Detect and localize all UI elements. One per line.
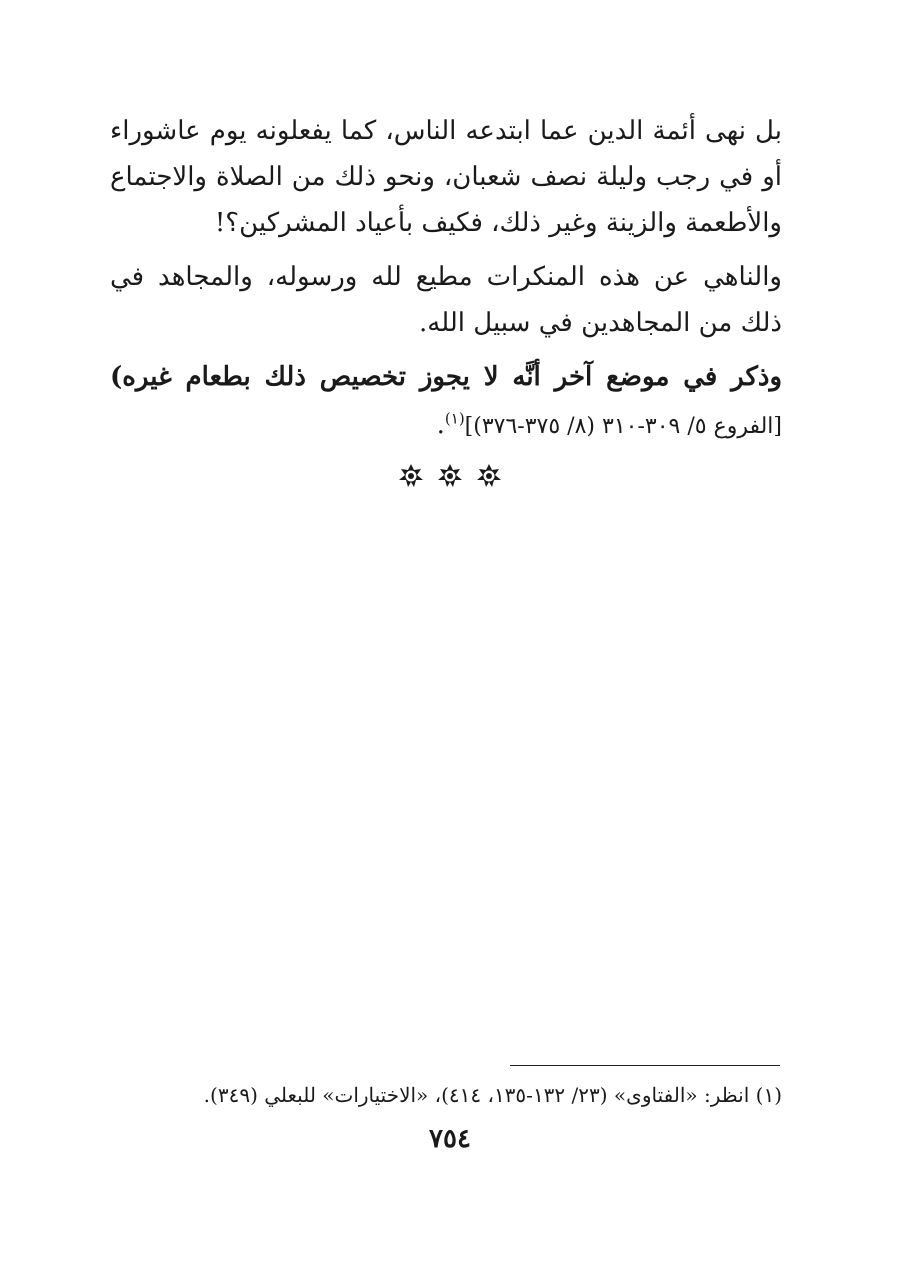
flower-ornament-icon: [437, 463, 463, 489]
flower-ornament-icon: [398, 463, 424, 489]
flower-ornament-icon: [476, 463, 502, 489]
paragraph-3-end: .: [436, 410, 445, 440]
footnote-marker: (١): [444, 409, 465, 428]
paragraph-3-reference: [الفروع ٥/ ٣٠٩-٣١٠ (٨/ ٣٧٥-٣٧٦)]: [464, 414, 782, 439]
paragraph-1: بل نهى أئمة الدين عما ابتدعه الناس، كما يفعلونه يوم عاشوراء أو في رجب وليلة نصف شعبان، ونحو ذلك من الصلاة والاجتماع والأطعمة والزينة وغير ذلك، فكيف بأعياد المشركين؟!: [110, 116, 782, 238]
page-number: ٧٥٤: [429, 1124, 471, 1154]
paragraph-3: [110, 354, 782, 450]
section-divider: [0, 463, 900, 493]
paragraph-3-lead: وذكر في موضع آخر أنَّه لا يجوز تخصيص ذلك بطعام غيره): [110, 362, 782, 392]
page-body: [110, 108, 782, 458]
footnote-divider: [510, 1065, 780, 1066]
paragraph-2: والناهي عن هذه المنكرات مطيع لله ورسوله، والمجاهد في ذلك من المجاهدين في سبيل الله.: [110, 262, 782, 338]
footnote: (١) انظر: «الفتاوى» (٢٣/ ١٣٢-١٣٥، ٤١٤)، «الاختيارات» للبعلي (٣٤٩).: [203, 1083, 782, 1107]
